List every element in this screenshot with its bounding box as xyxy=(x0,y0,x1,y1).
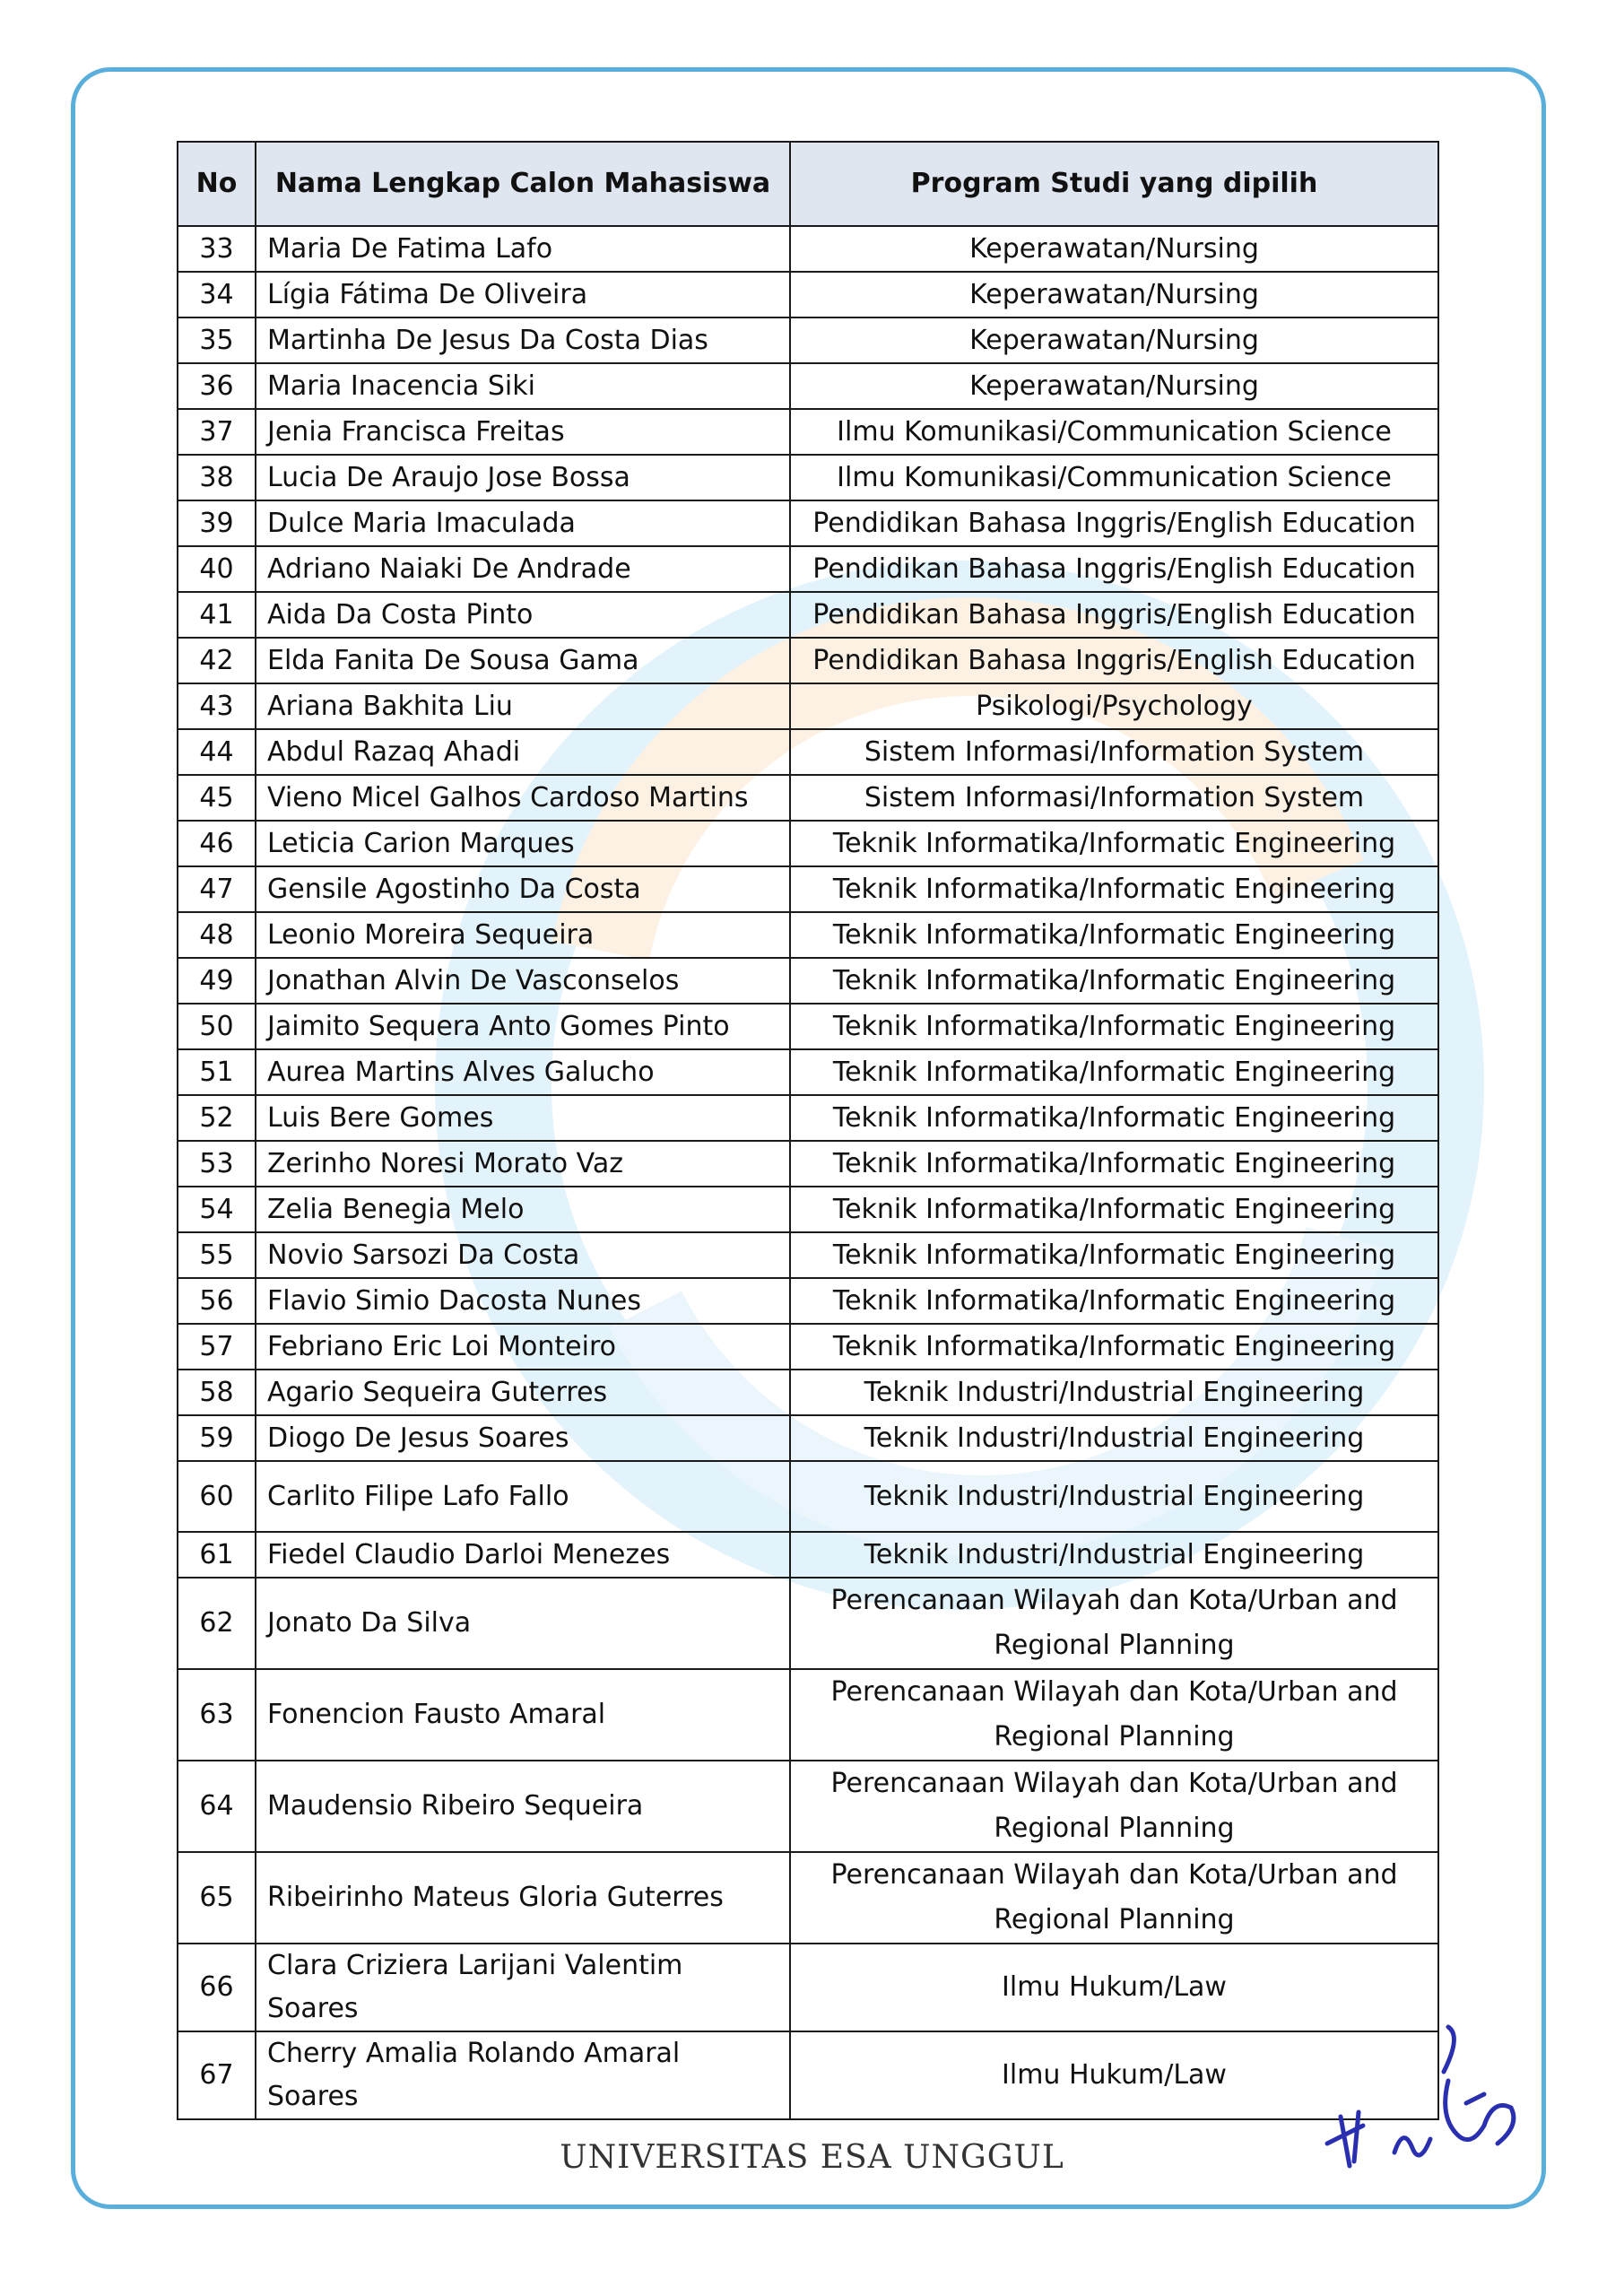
cell-no: 53 xyxy=(178,1141,256,1187)
applicant-table xyxy=(177,141,1439,2120)
cell-no: 56 xyxy=(178,1278,256,1324)
cell-name: Zerinho Noresi Morato Vaz xyxy=(256,1141,790,1187)
cell-program: Teknik Industri/Industrial Engineering xyxy=(790,1532,1438,1578)
cell-no: 48 xyxy=(178,912,256,958)
cell-program: Teknik Informatika/Informatic Engineering xyxy=(790,1095,1438,1141)
cell-program: Teknik Informatika/Informatic Engineering xyxy=(790,1278,1438,1324)
cell-name: Maudensio Ribeiro Sequeira xyxy=(256,1761,790,1852)
cell-no: 47 xyxy=(178,866,256,912)
cell-program: Teknik Industri/Industrial Engineering xyxy=(790,1461,1438,1532)
cell-program: Teknik Informatika/Informatic Engineering xyxy=(790,1187,1438,1232)
cell-program: Teknik Informatika/Informatic Engineering xyxy=(790,1324,1438,1370)
table-row xyxy=(178,546,1438,592)
table-header-row xyxy=(178,142,1438,226)
cell-name: Dulce Maria Imaculada xyxy=(256,500,790,546)
cell-program: Teknik Industri/Industrial Engineering xyxy=(790,1415,1438,1461)
cell-program: Teknik Informatika/Informatic Engineering xyxy=(790,1004,1438,1049)
table-row xyxy=(178,272,1438,317)
cell-name: Luis Bere Gomes xyxy=(256,1095,790,1141)
table-row xyxy=(178,1532,1438,1578)
cell-name: Lucia De Araujo Jose Bossa xyxy=(256,455,790,500)
cell-no: 64 xyxy=(178,1761,256,1852)
cell-name: Adriano Naiaki De Andrade xyxy=(256,546,790,592)
cell-no: 39 xyxy=(178,500,256,546)
table-row xyxy=(178,1141,1438,1187)
table-row xyxy=(178,1324,1438,1370)
cell-program: Teknik Informatika/Informatic Engineering xyxy=(790,866,1438,912)
cell-program: Keperawatan/Nursing xyxy=(790,363,1438,409)
cell-name: Leticia Carion Marques xyxy=(256,821,790,866)
cell-program: Teknik Industri/Industrial Engineering xyxy=(790,1370,1438,1415)
cell-name: Abdul Razaq Ahadi xyxy=(256,729,790,775)
cell-name: Jaimito Sequera Anto Gomes Pinto xyxy=(256,1004,790,1049)
cell-no: 33 xyxy=(178,226,256,272)
table-row xyxy=(178,1187,1438,1232)
cell-program: Pendidikan Bahasa Inggris/English Education xyxy=(790,638,1438,683)
table-body xyxy=(178,226,1438,2119)
cell-program: Ilmu Hukum/Law xyxy=(790,2031,1438,2119)
table-row xyxy=(178,912,1438,958)
cell-no: 66 xyxy=(178,1944,256,2031)
cell-no: 59 xyxy=(178,1415,256,1461)
cell-name: Ribeirinho Mateus Gloria Guterres xyxy=(256,1852,790,1944)
cell-program: Teknik Informatika/Informatic Engineering xyxy=(790,1049,1438,1095)
table-row xyxy=(178,1370,1438,1415)
cell-program: Teknik Informatika/Informatic Engineering xyxy=(790,821,1438,866)
cell-no: 60 xyxy=(178,1461,256,1532)
cell-no: 57 xyxy=(178,1324,256,1370)
cell-name: Leonio Moreira Sequeira xyxy=(256,912,790,958)
table-row xyxy=(178,1761,1438,1852)
cell-no: 51 xyxy=(178,1049,256,1095)
cell-no: 40 xyxy=(178,546,256,592)
cell-no: 45 xyxy=(178,775,256,821)
header-program: Program Studi yang dipilih xyxy=(790,142,1438,226)
cell-name: Jenia Francisca Freitas xyxy=(256,409,790,455)
cell-name: Martinha De Jesus Da Costa Dias xyxy=(256,317,790,363)
cell-program: Teknik Informatika/Informatic Engineering xyxy=(790,912,1438,958)
cell-no: 42 xyxy=(178,638,256,683)
cell-program: Ilmu Komunikasi/Communication Science xyxy=(790,455,1438,500)
cell-name: Clara Criziera Larijani Valentim Soares xyxy=(256,1944,790,2031)
cell-program: Perencanaan Wilayah dan Kota/Urban and Regional Planning xyxy=(790,1669,1438,1761)
table-row xyxy=(178,1049,1438,1095)
cell-program: Sistem Informasi/Information System xyxy=(790,729,1438,775)
footer-university: UNIVERSITAS ESA UNGGUL xyxy=(560,2139,1064,2176)
table-row xyxy=(178,2031,1438,2119)
table-row xyxy=(178,821,1438,866)
table-row xyxy=(178,729,1438,775)
cell-name: Zelia Benegia Melo xyxy=(256,1187,790,1232)
cell-name: Aurea Martins Alves Galucho xyxy=(256,1049,790,1095)
cell-no: 65 xyxy=(178,1852,256,1944)
table-row xyxy=(178,1004,1438,1049)
cell-name: Agario Sequeira Guterres xyxy=(256,1370,790,1415)
cell-name: Febriano Eric Loi Monteiro xyxy=(256,1324,790,1370)
cell-program: Sistem Informasi/Information System xyxy=(790,775,1438,821)
cell-no: 63 xyxy=(178,1669,256,1761)
cell-program: Pendidikan Bahasa Inggris/English Education xyxy=(790,500,1438,546)
table-row xyxy=(178,1944,1438,2031)
cell-program: Keperawatan/Nursing xyxy=(790,272,1438,317)
cell-no: 34 xyxy=(178,272,256,317)
cell-no: 35 xyxy=(178,317,256,363)
table-row xyxy=(178,317,1438,363)
handwritten-signature xyxy=(1309,2018,1542,2188)
cell-program: Perencanaan Wilayah dan Kota/Urban and Regional Planning xyxy=(790,1852,1438,1944)
cell-name: Diogo De Jesus Soares xyxy=(256,1415,790,1461)
cell-no: 36 xyxy=(178,363,256,409)
cell-program: Ilmu Hukum/Law xyxy=(790,1944,1438,2031)
cell-name: Vieno Micel Galhos Cardoso Martins xyxy=(256,775,790,821)
cell-program: Psikologi/Psychology xyxy=(790,683,1438,729)
cell-name: Novio Sarsozi Da Costa xyxy=(256,1232,790,1278)
cell-program: Perencanaan Wilayah dan Kota/Urban and Regional Planning xyxy=(790,1761,1438,1852)
table-row xyxy=(178,683,1438,729)
table-row xyxy=(178,1461,1438,1532)
cell-name: Ariana Bakhita Liu xyxy=(256,683,790,729)
table-row xyxy=(178,363,1438,409)
cell-name: Gensile Agostinho Da Costa xyxy=(256,866,790,912)
cell-no: 50 xyxy=(178,1004,256,1049)
cell-name: Maria Inacencia Siki xyxy=(256,363,790,409)
cell-name: Cherry Amalia Rolando Amaral Soares xyxy=(256,2031,790,2119)
table-row xyxy=(178,638,1438,683)
cell-name: Maria De Fatima Lafo xyxy=(256,226,790,272)
table-row xyxy=(178,958,1438,1004)
cell-name: Jonathan Alvin De Vasconselos xyxy=(256,958,790,1004)
table-row xyxy=(178,409,1438,455)
table-row xyxy=(178,1578,1438,1669)
table-row xyxy=(178,775,1438,821)
cell-no: 38 xyxy=(178,455,256,500)
table-row xyxy=(178,1852,1438,1944)
cell-program: Perencanaan Wilayah dan Kota/Urban and Regional Planning xyxy=(790,1578,1438,1669)
cell-no: 54 xyxy=(178,1187,256,1232)
cell-name: Lígia Fátima De Oliveira xyxy=(256,272,790,317)
cell-no: 61 xyxy=(178,1532,256,1578)
table-row xyxy=(178,500,1438,546)
cell-program: Keperawatan/Nursing xyxy=(790,317,1438,363)
header-name: Nama Lengkap Calon Mahasiswa xyxy=(256,142,790,226)
cell-no: 46 xyxy=(178,821,256,866)
table-row xyxy=(178,1415,1438,1461)
cell-no: 62 xyxy=(178,1578,256,1669)
cell-no: 52 xyxy=(178,1095,256,1141)
table-row xyxy=(178,1095,1438,1141)
table-row xyxy=(178,1232,1438,1278)
cell-name: Elda Fanita De Sousa Gama xyxy=(256,638,790,683)
cell-program: Pendidikan Bahasa Inggris/English Education xyxy=(790,592,1438,638)
cell-no: 58 xyxy=(178,1370,256,1415)
cell-program: Teknik Informatika/Informatic Engineering xyxy=(790,1141,1438,1187)
cell-name: Aida Da Costa Pinto xyxy=(256,592,790,638)
header-no: No xyxy=(178,142,256,226)
table-row xyxy=(178,866,1438,912)
cell-program: Teknik Informatika/Informatic Engineering xyxy=(790,1232,1438,1278)
cell-program: Pendidikan Bahasa Inggris/English Education xyxy=(790,546,1438,592)
table-row xyxy=(178,226,1438,272)
table-row xyxy=(178,1669,1438,1761)
cell-no: 55 xyxy=(178,1232,256,1278)
cell-program: Keperawatan/Nursing xyxy=(790,226,1438,272)
table-row xyxy=(178,592,1438,638)
cell-name: Jonato Da Silva xyxy=(256,1578,790,1669)
table-row xyxy=(178,1278,1438,1324)
cell-no: 37 xyxy=(178,409,256,455)
cell-no: 41 xyxy=(178,592,256,638)
cell-no: 67 xyxy=(178,2031,256,2119)
cell-program: Teknik Informatika/Informatic Engineering xyxy=(790,958,1438,1004)
cell-name: Fiedel Claudio Darloi Menezes xyxy=(256,1532,790,1578)
cell-program: Ilmu Komunikasi/Communication Science xyxy=(790,409,1438,455)
cell-no: 44 xyxy=(178,729,256,775)
cell-name: Carlito Filipe Lafo Fallo xyxy=(256,1461,790,1532)
cell-name: Fonencion Fausto Amaral xyxy=(256,1669,790,1761)
cell-no: 43 xyxy=(178,683,256,729)
table-row xyxy=(178,455,1438,500)
cell-name: Flavio Simio Dacosta Nunes xyxy=(256,1278,790,1324)
cell-no: 49 xyxy=(178,958,256,1004)
